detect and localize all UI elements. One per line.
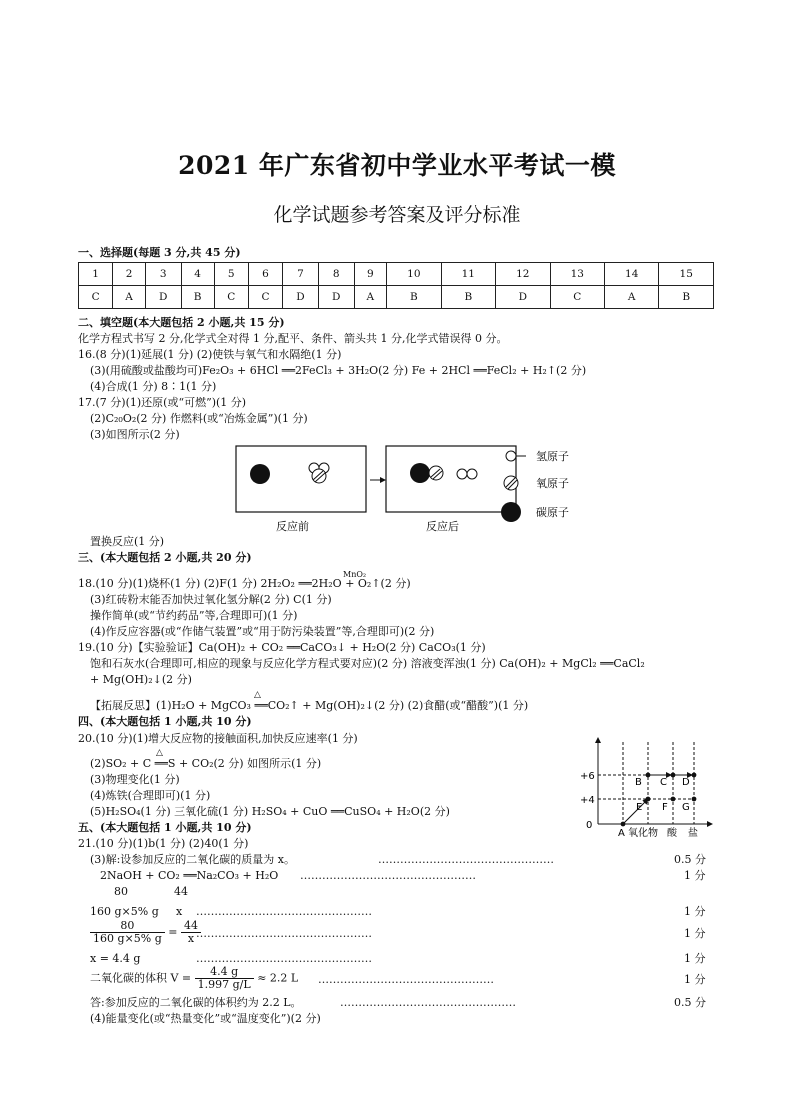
score-e: 1 分	[684, 952, 706, 965]
y-tick-6: +6	[580, 771, 595, 782]
answer-cell: B	[181, 286, 214, 309]
h2-molecule	[457, 469, 477, 479]
answer-cell: C	[550, 286, 604, 309]
answer-cell: C	[79, 286, 113, 309]
heat-condition-20: △	[156, 748, 163, 758]
mass-x: x	[176, 905, 183, 918]
q21-line4: (4)能量变化(或“热量变化”或“温度变化”)(2 分)	[90, 1012, 321, 1025]
answer-cell: D	[318, 286, 354, 309]
water-molecule	[309, 463, 329, 483]
question-number-cell: 14	[604, 263, 658, 286]
mass-80: 80	[114, 885, 128, 898]
after-box	[386, 446, 516, 512]
section4-heading: 四、(本大题包括 1 小题,共 10 分)	[78, 715, 252, 728]
answer-cell: D	[145, 286, 181, 309]
section1-heading: 一、选择题(每题 3 分,共 45 分)	[78, 246, 241, 259]
point-b	[646, 773, 651, 778]
score-a: 0.5 分	[674, 853, 706, 866]
question-number-cell: 15	[659, 263, 714, 286]
q20-line1: 20.(10 分)(1)增大反应物的接触面积,加快反应速率(1 分)	[78, 732, 358, 745]
q17-line2: (2)C₂₀O₂(2 分) 作燃料(或“冶炼金属”)(1 分)	[90, 412, 308, 425]
q21-line1: 21.(10 分)(1)b(1 分) (2)40(1 分)	[78, 837, 249, 850]
leader-dots: …………………………………………	[300, 869, 476, 882]
volume-calc: 二氧化碳的体积 V = $\frac{4.4 g}{1.997 g/L}$ ≈ 2.2 L	[90, 965, 299, 991]
equation: 2NaOH + CO₂ ══Na₂CO₃ + H₂O	[100, 869, 279, 882]
q19-line4: 【拓展反思】(1)H₂O + MgCO₃ ══CO₂↑ + Mg(OH)₂↓(2 分) (2)食醋(或“醋酸”)(1 分)	[90, 699, 529, 712]
answer-line: 答:参加反应的二氧化碳的体积约为 2.2 L。	[90, 996, 302, 1009]
question-number-cell: 10	[387, 263, 441, 286]
label-a: A	[618, 828, 625, 838]
leader-dots: …………………………………………	[378, 853, 554, 866]
q16-line3: (3)(用硫酸或盐酸均可)Fe₂O₃ + 6HCl ══2FeCl₃ + 3H₂O(2 分) Fe + 2HCl ══FeCl₂ + H₂↑(2 分)	[90, 364, 587, 377]
section5-heading: 五、(本大题包括 1 小题,共 10 分)	[78, 821, 252, 834]
q18-line4: (4)作反应容器(或“作储气装置”或“用于防污染装置”等,合理即可)(2 分)	[90, 625, 435, 638]
q17-line3: (3)如图所示(2 分)	[90, 428, 180, 441]
score-f: 1 分	[684, 973, 706, 986]
leader-dots: …………………………………………	[340, 996, 516, 1009]
frac-num-2: 44	[181, 920, 201, 933]
hydrogen-legend-icon	[506, 451, 516, 461]
co-molecule	[410, 463, 443, 483]
q19-line3: + Mg(OH)₂↓(2 分)	[90, 673, 192, 686]
x-label-oxide: 氧化物	[628, 828, 658, 838]
page-title: 2021 年广东省初中学业水平考试一模	[178, 151, 616, 180]
frac-den-1: 160 g×5% g	[93, 932, 162, 945]
q17-end: 置换反应(1 分)	[90, 535, 165, 548]
oxygen-legend-icon	[504, 476, 518, 490]
q19-line2: 饱和石灰水(合理即可,相应的现象与反应化学方程式要对应)(2 分) 溶液变浑浊(1 分) Ca(OH)₂ + MgCl₂ ══CaCl₂	[90, 657, 645, 670]
y-tick-4: +4	[580, 795, 595, 806]
point-f	[671, 797, 676, 802]
question-number-cell: 8	[318, 263, 354, 286]
before-label: 反应前	[276, 520, 309, 533]
table-row-answers	[79, 286, 714, 309]
label-c: C	[660, 777, 667, 788]
mass-44: 44	[174, 885, 188, 898]
answer-cell: D	[496, 286, 550, 309]
legend-oxygen: 氧原子	[536, 477, 569, 490]
label-f: F	[662, 802, 668, 813]
question-number-cell: 1	[79, 263, 113, 286]
q18-line3: (3)红砖粉末能否加快过氧化氢分解(2 分) C(1 分)	[90, 593, 332, 606]
legend-hydrogen: 氢原子	[536, 450, 569, 463]
page-subtitle: 化学试题参考答案及评分标准	[273, 204, 521, 226]
after-label: 反应后	[426, 520, 459, 533]
legend-carbon: 碳原子	[536, 506, 569, 519]
point-g	[692, 797, 697, 802]
q20-line3: (3)物理变化(1 分)	[90, 773, 180, 786]
point-a	[621, 822, 626, 827]
q20-line4: (4)炼铁(合理即可)(1 分)	[90, 789, 211, 802]
answer-cell: C	[248, 286, 282, 309]
answer-table	[78, 262, 714, 309]
point-e	[646, 797, 651, 802]
answer-cell: A	[604, 286, 658, 309]
q18-line3b: 操作简单(或“节约药品”等,合理即可)(1 分)	[90, 609, 298, 622]
mass-160: 160 g×5% g	[90, 905, 159, 918]
answer-cell: A	[354, 286, 387, 309]
valence-graph	[576, 732, 716, 838]
x-value: x = 4.4 g	[90, 952, 141, 965]
carbon-atom	[250, 464, 270, 484]
frac-den-2: x	[187, 932, 195, 945]
leader-dots: …………………………………………	[196, 905, 372, 918]
frac-num-1: 80	[90, 920, 165, 933]
label-d: D	[682, 777, 690, 788]
question-number-cell: 2	[113, 263, 146, 286]
point-c	[671, 773, 676, 778]
question-number-cell: 3	[145, 263, 181, 286]
table-row-numbers	[79, 263, 714, 286]
score-g: 0.5 分	[674, 996, 706, 1009]
question-number-cell: 12	[496, 263, 550, 286]
q19-line1: 19.(10 分)【实验验证】Ca(OH)₂ + CO₂ ══CaCO₃↓ + H₂O(2 分) CaCO₃(1 分)	[78, 641, 486, 654]
answer-cell: B	[387, 286, 441, 309]
score-c: 1 分	[684, 905, 706, 918]
question-number-cell: 9	[354, 263, 387, 286]
leader-dots: …………………………………………	[318, 973, 494, 986]
q18-line1: 18.(10 分)(1)烧杯(1 分) (2)F(1 分) 2H₂O₂ ══2H₂O + O₂↑(2 分)	[78, 577, 411, 590]
carbon-legend-icon	[501, 502, 521, 522]
x-label-acid: 酸	[667, 828, 677, 838]
x-label-salt: 盐	[688, 828, 698, 838]
leader-dots: …………………………………………	[196, 952, 372, 965]
q20-line5: (5)H₂SO₄(1 分) 三氧化硫(1 分) H₂SO₄ + CuO ══CuSO₄ + H₂O(2 分)	[90, 805, 450, 818]
q17-line1: 17.(7 分)(1)还原(或“可燃”)(1 分)	[78, 396, 247, 409]
leader-dots: …………………………………………	[196, 927, 372, 940]
label-b: B	[635, 777, 642, 788]
answer-cell: D	[283, 286, 319, 309]
answer-cell: C	[214, 286, 248, 309]
question-number-cell: 13	[550, 263, 604, 286]
y-tick-0: 0	[586, 820, 593, 831]
label-e: E	[636, 802, 643, 813]
question-number-cell: 4	[181, 263, 214, 286]
mno2-condition: MnO₂	[343, 570, 367, 579]
q20-line2: (2)SO₂ + C ══S + CO₂(2 分) 如图所示(1 分)	[90, 757, 322, 770]
answer-cell: B	[659, 286, 714, 309]
question-number-cell: 5	[214, 263, 248, 286]
point-d	[692, 773, 697, 778]
scoring-note: 化学方程式书写 2 分,化学式全对得 1 分,配平、条件、箭头共 1 分,化学式错误得 0 分。	[78, 332, 508, 345]
proportion: $\frac{80}{160 g\times 5\% g}$ = $\frac{44}{x}$	[90, 920, 201, 945]
label-g: G	[682, 802, 690, 813]
q16-line4: (4)合成(1 分) 8∶1(1 分)	[90, 380, 217, 393]
question-number-cell: 11	[441, 263, 495, 286]
section3-heading: 三、(本大题包括 2 小题,共 20 分)	[78, 551, 252, 564]
section2-heading: 二、填空题(本大题包括 2 小题,共 15 分)	[78, 316, 285, 329]
answer-cell: A	[113, 286, 146, 309]
q21-line3: (3)解:设参加反应的二氧化碳的质量为 x。	[90, 853, 295, 866]
score-b: 1 分	[684, 869, 706, 882]
answer-cell: B	[441, 286, 495, 309]
question-number-cell: 7	[283, 263, 319, 286]
q16-line1: 16.(8 分)(1)延展(1 分) (2)使铁与氧气和水隔绝(1 分)	[78, 348, 342, 361]
heat-condition-19: △	[254, 690, 261, 700]
score-d: 1 分	[684, 927, 706, 940]
question-number-cell: 6	[248, 263, 282, 286]
reaction-diagram	[230, 442, 590, 537]
